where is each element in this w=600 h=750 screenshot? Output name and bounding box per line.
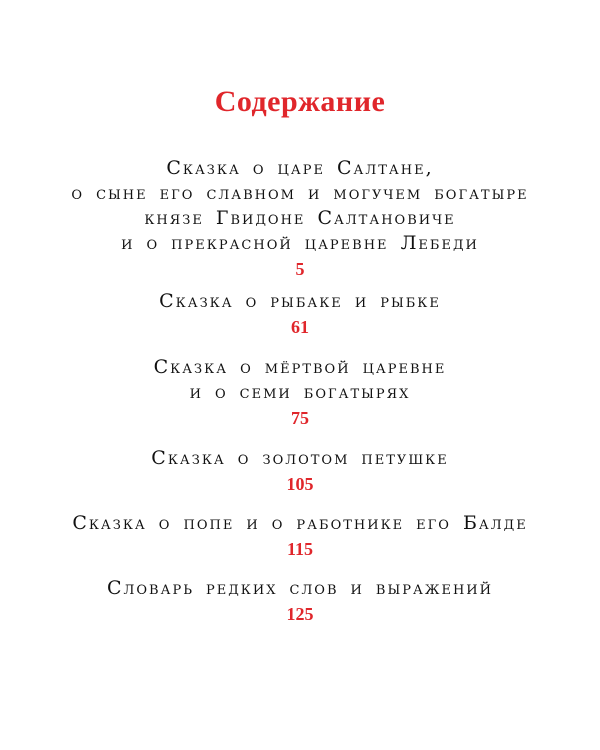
entry-page-number: 115 [286, 539, 313, 559]
entry-title: Сказка о попе и о работнике его Балде [72, 512, 528, 534]
contents-entry[interactable] [0, 156, 600, 280]
entry-title: Сказка о мёртвой царевне и о семи богатырях [153, 356, 447, 403]
entry-page-number: 75 [291, 408, 309, 428]
entry-title: Сказка о рыбаке и рыбке [159, 290, 441, 312]
entry-page-number: 5 [295, 259, 305, 279]
entry-title: Сказка о царе Салтане, о сыне его славном и могучем богатыре князе Гвидоне Салтановиче и о прекрасной царевне Лебеди [71, 157, 529, 254]
contents-entry[interactable] [0, 355, 600, 429]
contents-entry[interactable] [0, 446, 600, 495]
entry-page-number: 125 [286, 604, 314, 624]
entry-page-number: 105 [286, 474, 314, 494]
contents-entry[interactable] [0, 289, 600, 338]
entry-page-number: 61 [291, 317, 309, 337]
contents-entry[interactable] [0, 576, 600, 625]
entry-title: Сказка о золотом петушке [151, 447, 449, 469]
contents-entry[interactable] [0, 511, 600, 560]
contents-title: Содержание [214, 85, 386, 118]
entry-title: Словарь редких слов и выражений [107, 577, 493, 599]
